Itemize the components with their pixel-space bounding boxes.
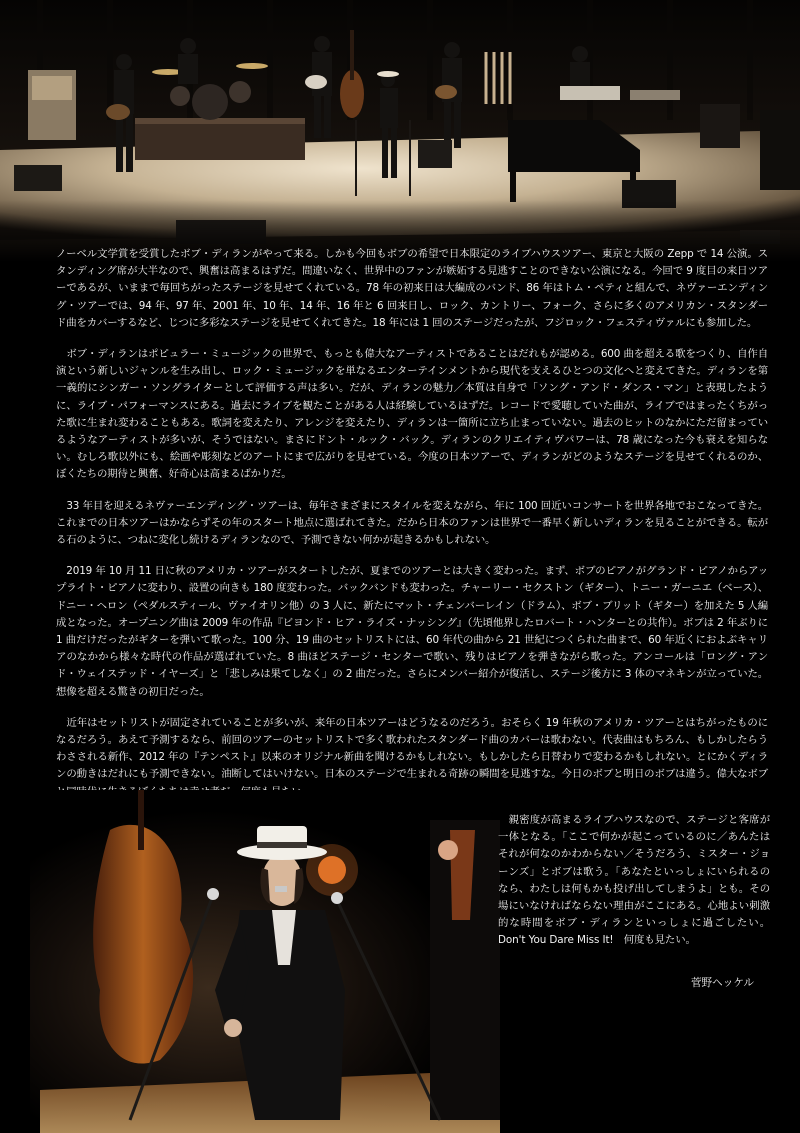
article-paragraph-1: ノーベル文学賞を受賞したボブ・ディランがやって来る。しかも今回もボブの希望で日本限定のライブハウスツアー、東京と大阪の Zepp で 14 公演。スタンディング席が大半なので、興奮は高まるはずだ。間違いなく、世界中のファンが嫉妬する見逃すことのできない公演になる。今回で 9 度目の来日ツアーであるが、いままで毎回ちがったステージを見せてくれている。78 年の初来日は大編成のバンド、86 年はトム・ペティと組んで、ネヴァーエンディング・ツアーでは、94 年、97 年、2001 年、10 年、14 年、16 年と 6 回来日し、ロック、カントリー、フォーク、さらに多くのアメリカン・スタンダード曲をカバーするなど、じつに多彩なステージを見せてくれてきた。18 年には 1 回のステージだったが、フジロック・フェスティヴァルにも参加した。	[56, 248, 768, 329]
article-paragraph-2: ボブ・ディランはポピュラー・ミュージックの世界で、もっとも偉大なアーティストであることはだれもが認める。600 曲を超える歌をつくり、自作自演という新しいジャンルを生み出し、ロック・ミュージックを単なるエンターテインメントから現代を支えるひとつの文化へと変えてきた。ディランを第一義的にシンガー・ソングライターとして評価する声は多い。だが、ディランの魅力／本質は自身で「ソング・アンド・ダンス・マン」と表現したように、ライブ・パフォーマンスにある。過去にライブを観たことがある人は経験しているはずだ。レコードで愛聴していた曲が、ライブではまったくちがった歌に生まれ変わることもある。歌詞を変えたり、アレンジを変えたり、ディランは一箇所に立ち止まっていない。過去のヒットのなかにただ留まっているようなアーティストが多いが、そうではない。まさにドント・ルック・バック。ディランのクリエイティヴパワーは、78 歳になった今も衰えを知らない。むしろ歌以外にも、絵画や彫刻などのアートにまで広がりを見せている。今度の日本ツアーで、ディランがどのようなステージを見せてくれるのか、ぼくたちの期待と興奮、好奇心は高まるばかりだ。	[56, 348, 768, 481]
article-body	[56, 246, 768, 815]
article-paragraph-3: 33 年目を迎えるネヴァーエンディング・ツアーは、毎年さまざまにスタイルを変えながら、年に 100 回近いコンサートを世界各地でおこなってきた。これまでの日本ツアーはかならずその年のスタート地点に選ばれてきた。だから日本のファンは世界で一番早く新しいディランを見ることができる。転がる石のように、つねに変化し続けるディランなので、予測できない何かが起きるかもしれない。	[56, 499, 768, 547]
article-paragraph-5: 近年はセットリストが固定されていることが多いが、来年の日本ツアーはどうなるのだろう。おそらく 19 年秋のアメリカ・ツアーとはちがったものになるだろう。あえて予測するなら、前回のツアーのセットリストで多く歌われたスタンダード曲のカバーは歌わない。代表曲はもちろん、もしかしたらうわさされる新作、2012 年の『テンペスト』以来のオリジナル新曲を聞けるかもしれない。もしかしたら日替わりで変わるかもしれない。とにかくディランの動きはだれにも予測できない。油断してはいけない。日本のステージで生まれる奇跡の瞬間を見逃すな。今日のボブと明日のボブは違う。偉大なボブ	[56, 716, 768, 781]
article-paragraph-4: 2019 年 10 月 11 日に秋のアメリカ・ツアーがスタートしたが、夏までのツアーとは大きく変わった。まず、ボブのピアノがグランド・ピアノからアップライト・ピアノに変わり、設置の向きも 180 度変わった。バックバンドも変わった。チャーリー・セクストン（ギター）、トニー・ガーニエ（ベース）、ドニー・ヘロン（ペダルスティール、ヴァイオリン他）の 3 人に、新たにマット・チェンバーレイン（ドラム）、ボブ・ブリット（ギター）を加えた 5 人編成となった。オープニング曲は 2009 年の作品『ビヨンド・ヒア・ライズ・ナッシング』（先頃他界したロバート・ハンターとの共作）。ボブは 2 年ぶりに 1 曲だけだったがギターを弾いて歌った。100 分、19 曲のセットリストには、60 年代の曲から 21 世紀につくられた曲まで、60 年近くにおよぶキャリアのなかから様々な時代の作品が選ばれていた。8 曲ほどステージ・センターで歌い、残りはピアノを弾きながら歌った。アンコールは「ロング・アンド・ウェイステッド・イヤーズ」と「悲しみは果てしなく」の 2 曲だった。さらにメンバー紹介が復活し、ステージ後方に 3 体のマネキンが立っていた。想像を超える驚きの初日だった。	[56, 565, 768, 698]
stage-illustration	[0, 0, 800, 262]
closing-column	[498, 812, 770, 950]
concert-stage-photo	[0, 0, 800, 262]
author-name: 菅野ヘッケル	[690, 977, 754, 989]
closing-paragraph: 親密度が高まるライブハウスなので、ステージと客席が一体となる。「ここで何かが起こっているのに／あんたはそれが何なのかわからない／そうだろう、ミスター・ジョーンズ」とボブは歌う。「あなたといっしょにいられるのなら、わたしは何もかも投げ出してしまうよ」とも。その場にいなければならない理由がここにある。心地よい刺激的な時間をボブ・ディランといっしょに過ごしたい。Don't You Dare Miss It! 何度も見たい。	[498, 814, 770, 947]
